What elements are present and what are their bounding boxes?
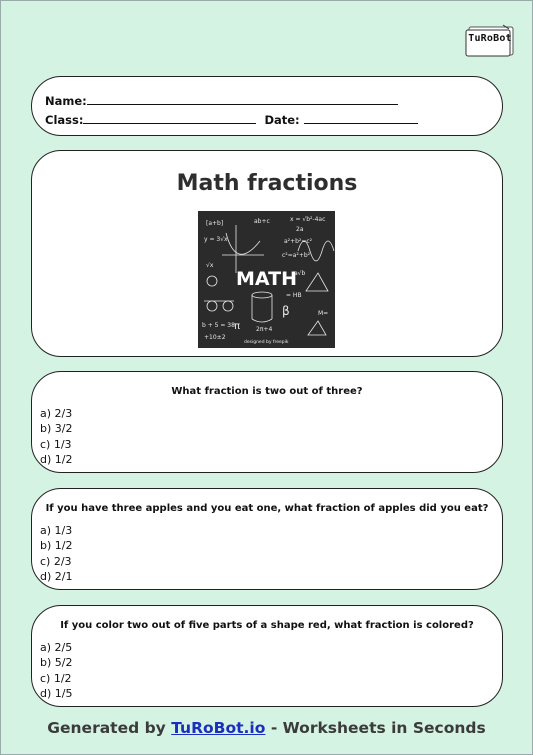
option-d[interactable]: d) 1/2 <box>40 453 73 467</box>
chalkboard-drawing <box>198 211 335 348</box>
svg-text:M=: M= <box>318 310 329 317</box>
math-chalkboard-image <box>198 211 335 348</box>
option-c[interactable]: c) 1/2 <box>40 671 72 685</box>
class-date-row <box>45 113 418 127</box>
turobot-link[interactable]: TuRoBot.io <box>171 719 266 737</box>
class-label: Class: <box>45 113 84 127</box>
footer <box>0 719 533 737</box>
svg-text:2π+4: 2π+4 <box>256 326 273 333</box>
date-field[interactable] <box>304 113 418 124</box>
class-field[interactable] <box>83 113 256 124</box>
question-card-2 <box>31 488 503 590</box>
question-text: If you have three apples and you eat one, what fraction of apples did you eat? <box>45 503 489 514</box>
svg-text:β: β <box>282 304 290 318</box>
image-math-word: MATH <box>236 268 297 290</box>
question-card-3 <box>31 605 503 707</box>
svg-text:x = √b²-4ac: x = √b²-4ac <box>290 216 326 223</box>
svg-text:√x: √x <box>206 262 214 269</box>
title-card <box>31 150 503 357</box>
option-a[interactable]: a) 1/3 <box>40 524 73 537</box>
turobot-logo <box>463 24 517 58</box>
date-label: Date: <box>264 113 300 127</box>
answer-options <box>40 523 72 585</box>
svg-text:+10±2: +10±2 <box>204 334 226 341</box>
svg-text:a²+b²=c²: a²+b²=c² <box>284 238 313 245</box>
option-b[interactable]: b) 1/2 <box>40 539 73 553</box>
answer-options <box>40 640 72 702</box>
svg-text:ab+c: ab+c <box>254 218 270 225</box>
question-card-1 <box>31 371 503 473</box>
question-text: If you color two out of five parts of a shape red, what fraction is colored? <box>60 620 474 631</box>
option-d[interactable]: d) 1/5 <box>40 687 73 701</box>
option-c[interactable]: c) 1/3 <box>40 437 72 451</box>
svg-text:2a: 2a <box>296 226 304 233</box>
svg-text:= HB: = HB <box>286 292 302 299</box>
svg-text:a√b: a√b <box>294 270 306 277</box>
svg-text:[a+b]: [a+b] <box>206 220 224 227</box>
answer-options <box>40 406 72 468</box>
svg-text:c²=a²+b²: c²=a²+b² <box>282 252 311 259</box>
option-c[interactable]: c) 2/3 <box>40 554 72 568</box>
worksheet-title: Math fractions <box>176 171 358 196</box>
name-field[interactable] <box>87 94 398 105</box>
name-label: Name: <box>45 94 87 108</box>
student-info-card <box>31 76 503 136</box>
svg-text:y = 3√x: y = 3√x <box>204 236 228 243</box>
option-a[interactable]: a) 2/5 <box>40 641 73 654</box>
option-b[interactable]: b) 5/2 <box>40 656 73 670</box>
question-text: What fraction is two out of three? <box>171 386 363 397</box>
svg-text:π: π <box>234 321 241 332</box>
svg-text:b + 5 = 38: b + 5 = 38 <box>202 322 235 329</box>
image-credit: designed by freepik <box>244 340 289 345</box>
option-a[interactable]: a) 2/3 <box>40 407 73 420</box>
logo-text: TuRoBot <box>468 33 512 44</box>
footer-suffix: - Worksheets in Seconds <box>270 719 486 737</box>
option-b[interactable]: b) 3/2 <box>40 422 73 436</box>
footer-prefix: Generated by <box>47 719 166 737</box>
option-d[interactable]: d) 2/1 <box>40 570 73 584</box>
name-row <box>45 94 398 108</box>
